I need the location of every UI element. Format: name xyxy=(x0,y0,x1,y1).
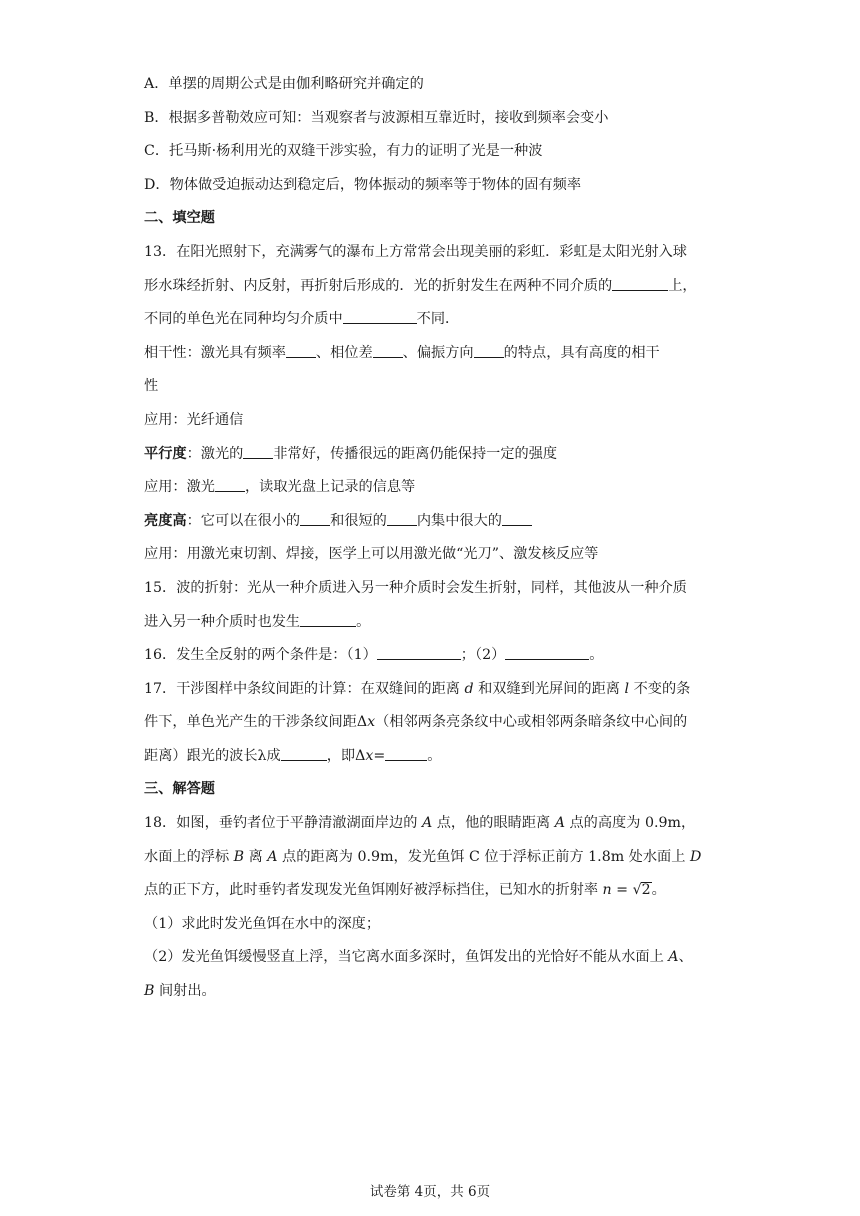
q18-line-2 xyxy=(144,841,718,875)
variable-l: l xyxy=(624,680,630,697)
variable-b: B xyxy=(233,848,245,865)
q17-text: = xyxy=(373,747,386,764)
q14-text: 非常好，传播很远的距离仍能保持一定的强度 xyxy=(273,445,558,462)
q14-text: 、偏振方向 xyxy=(402,344,474,361)
q18-text: 点的正下方，此时垂钓者发现发光鱼饵刚好被浮标挡住，已知水的折射率 xyxy=(144,882,603,899)
variable-a: A xyxy=(554,815,565,832)
q13-text: 形水珠经折射、内反射，再折射后形成的．光的折射发生在两种不同介质的 xyxy=(144,277,613,294)
q18-text: 、 xyxy=(678,949,693,966)
q18-sub-2-line-2 xyxy=(144,975,718,1009)
q15-text: 。 xyxy=(356,613,371,630)
q18-text: 点的距离为 0.9m，发光鱼饵 C 位于浮标正前方 1.8m 处水面上 xyxy=(277,848,690,865)
question-16 xyxy=(144,639,718,673)
q12-option-c: C．托马斯·杨利用光的双缝干涉实验，有力的证明了光是一种波 xyxy=(144,143,543,160)
question-15 xyxy=(144,572,718,639)
q15-line-2 xyxy=(144,606,718,640)
question-14 xyxy=(144,337,718,572)
q16-text: ；（2） xyxy=(460,647,506,664)
question-17 xyxy=(144,673,718,774)
answer-blank[interactable] xyxy=(243,444,273,459)
answer-blank[interactable] xyxy=(385,746,427,761)
answer-blank[interactable] xyxy=(387,511,417,526)
q12-option-b: B．根据多普勒效应可知：当观察者与波源相互靠近时，接收到频率会变小 xyxy=(144,109,609,126)
q14-text: ：激光的 xyxy=(186,445,244,462)
q14-application-2 xyxy=(144,471,718,505)
q18-sub-1: （1）求此时发光鱼饵在水中的深度； xyxy=(144,915,381,932)
parallelism-label: 平行度 xyxy=(144,445,187,462)
section-solve-title: 三、解答题 xyxy=(144,781,215,798)
answer-blank[interactable] xyxy=(215,477,245,492)
q14-coherence-continued: 性 xyxy=(144,378,159,395)
q14-application-3: 应用：用激光束切割、焊接，医学上可以用激光做“光刀”、激发核反应等 xyxy=(144,546,599,563)
q18-text: 间射出。 xyxy=(154,983,216,1000)
variable-n: n xyxy=(602,882,612,899)
answer-blank[interactable] xyxy=(300,612,356,627)
variable-x: x xyxy=(367,714,376,731)
q15-line-1: 15．波的折射：光从一种介质进入另一种介质时会发生折射，同样，其他波从一种介质 xyxy=(144,579,687,596)
answer-blank[interactable] xyxy=(343,309,417,324)
q14-application-1: 应用：光纤通信 xyxy=(144,411,244,428)
q17-text: （相邻两条亮条纹中心或相邻两条暗条纹中心间的 xyxy=(375,714,688,731)
q12-option-a: A．单摆的周期公式是由伽利略研究并确定的 xyxy=(144,76,424,92)
refractive-index-formula xyxy=(603,882,652,898)
answer-blank[interactable] xyxy=(281,746,327,761)
q18-text: 18．如图，垂钓者位于平静清澈湖面岸边的 xyxy=(144,815,422,832)
q14-parallel-line xyxy=(144,438,718,472)
q14-coherence-line xyxy=(144,337,718,371)
variable-d: D xyxy=(689,848,702,865)
answer-blank[interactable] xyxy=(505,645,589,660)
section-fill-in-title: 二、填空题 xyxy=(144,210,215,227)
q14-text: 内集中很大的 xyxy=(416,512,502,529)
q18-text: 水面上的浮标 xyxy=(144,848,234,865)
variable-b: B xyxy=(144,983,155,1000)
q13-text: 不同． xyxy=(416,311,460,328)
answer-blank[interactable] xyxy=(286,343,316,358)
q17-text: ，即Δ xyxy=(326,747,366,764)
variable-a: A xyxy=(421,815,433,832)
q18-text: 离 xyxy=(244,848,268,865)
variable-x: x xyxy=(365,747,374,764)
radicand: 2 xyxy=(641,882,651,899)
q15-text: 进入另一种介质时也发生 xyxy=(144,613,301,630)
variable-a: A xyxy=(668,949,679,966)
q14-brightness-line xyxy=(144,505,718,539)
q18-line-3 xyxy=(144,874,718,908)
answer-blank[interactable] xyxy=(502,511,532,526)
q14-text: 的特点，具有高度的相干 xyxy=(503,344,660,361)
answer-blank[interactable] xyxy=(377,645,461,660)
variable-a: A xyxy=(267,848,278,865)
q18-text: 。 xyxy=(651,882,666,899)
q14-text: ：激光具有频率 xyxy=(186,344,286,361)
variable-d: d xyxy=(464,680,474,697)
q17-text: 件下，单色光产生的干涉条纹间距Δ xyxy=(144,714,368,731)
q13-line-1: 13．在阳光照射下，充满雾气的瀑布上方常常会出现美丽的彩虹．彩虹是太阳光射入球 xyxy=(144,243,687,260)
q17-text: 17．干涉图样中条纹间距的计算：在双缝间的距离 xyxy=(144,680,465,697)
q16-text: 。 xyxy=(589,647,604,664)
q17-text: 和双缝到光屏间的距离 xyxy=(473,680,625,697)
q18-sub-2-line-1 xyxy=(144,941,718,975)
exam-page-content xyxy=(144,68,718,1009)
page-footer: 试卷第 4页，共 6页 xyxy=(369,1184,491,1200)
answer-blank[interactable] xyxy=(474,343,504,358)
q17-text: 距离）跟光的波长λ成 xyxy=(144,747,281,764)
q13-text: 上， xyxy=(668,277,697,294)
answer-blank[interactable] xyxy=(373,343,403,358)
answer-blank[interactable] xyxy=(612,276,668,291)
q13-line-2 xyxy=(144,270,718,304)
q18-text: 点，他的眼睛距离 xyxy=(432,815,555,832)
coherence-label: 相干性 xyxy=(144,344,187,361)
equals-sign: = xyxy=(611,882,633,899)
q17-text: 。 xyxy=(427,747,442,764)
q16-text: 16．发生全反射的两个条件是：（1） xyxy=(144,647,377,664)
q14-text: ，读取光盘上记录的信息等 xyxy=(244,479,416,496)
question-18 xyxy=(144,807,718,1009)
q18-text: （2）发光鱼饵缓慢竖直上浮，当它离水面多深时，鱼饵发出的光恰好不能从水面上 xyxy=(144,949,669,966)
q14-text: ：它可以在很小的 xyxy=(186,512,301,529)
q17-line-3 xyxy=(144,740,718,774)
q14-text: 应用：激光 xyxy=(144,479,215,496)
radical-sign: √ xyxy=(632,882,642,899)
question-13 xyxy=(144,236,718,337)
answer-blank[interactable] xyxy=(300,511,330,526)
brightness-label: 亮度高 xyxy=(144,512,187,529)
q17-line-1 xyxy=(144,673,718,707)
q14-text: 、相位差 xyxy=(315,344,373,361)
q14-text: 和很短的 xyxy=(330,512,387,529)
q18-line-1 xyxy=(144,807,718,841)
q13-text: 不同的单色光在同种均匀介质中 xyxy=(144,311,343,328)
q13-line-3 xyxy=(144,303,718,337)
q12-option-d: D．物体做受迫振动达到稳定后，物体振动的频率等于物体的固有频率 xyxy=(144,176,582,193)
q18-text: 点的高度为 0.9m， xyxy=(564,815,696,832)
q17-text: 不变的条 xyxy=(629,680,691,697)
q17-line-2 xyxy=(144,706,718,740)
